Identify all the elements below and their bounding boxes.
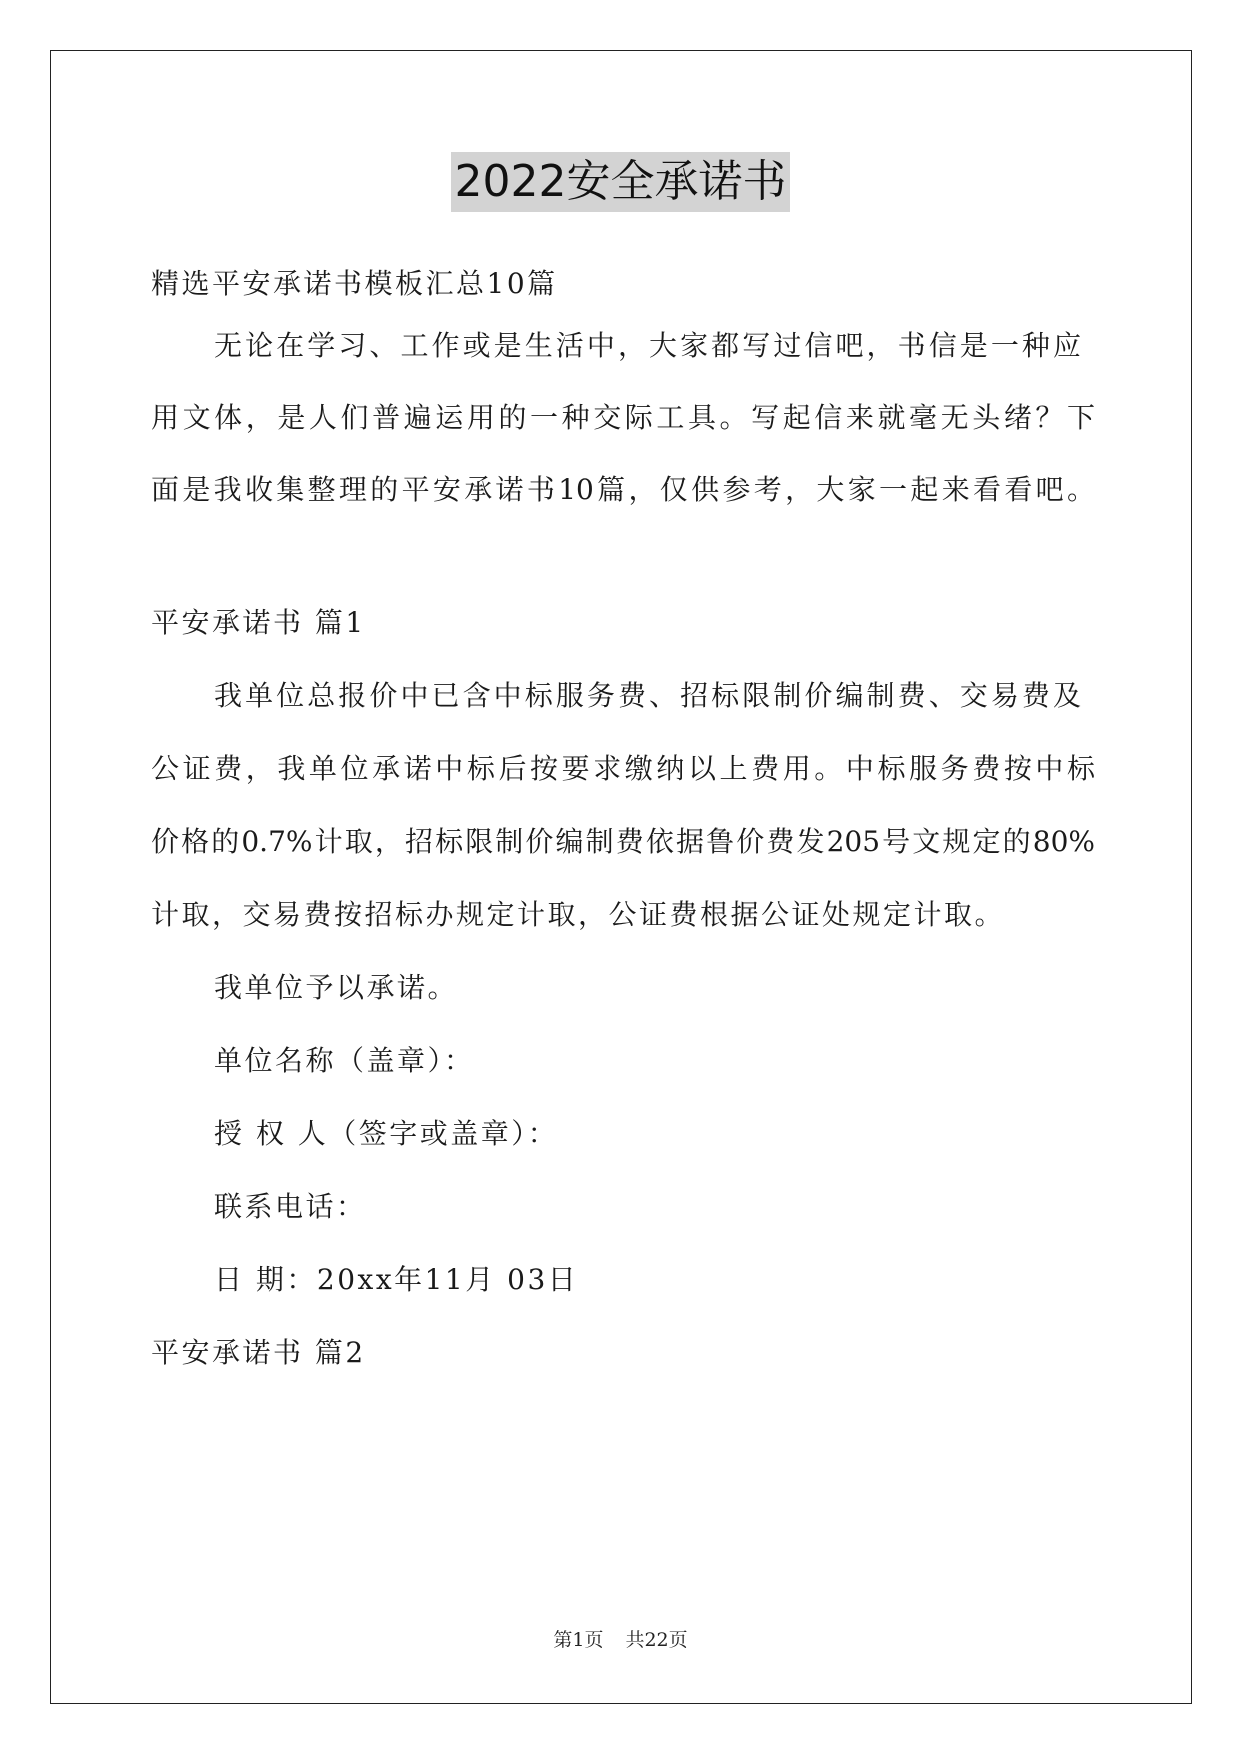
intro-line-2: 用文体，是人们普遍运用的一种交际工具。写起信来就毫无头绪？下 bbox=[151, 401, 1095, 434]
phone-label: 联系电话： bbox=[214, 1190, 367, 1223]
date-label: 日 期：20xx年11月 03日 bbox=[214, 1263, 579, 1296]
section1-para-line-2: 公证费，我单位承诺中标后按要求缴纳以上费用。中标服务费按中标 bbox=[151, 752, 1095, 785]
pledge-line: 我单位予以承诺。 bbox=[214, 971, 459, 1004]
section1-heading: 平安承诺书 篇1 bbox=[151, 606, 366, 639]
intro-line-1: 无论在学习、工作或是生活中，大家都写过信吧，书信是一种应 bbox=[214, 329, 1081, 362]
document-title: 2022安全承诺书 bbox=[451, 152, 791, 212]
section1-para-line-1: 我单位总报价中已含中标服务费、招标限制价编制费、交易费及 bbox=[214, 679, 1081, 712]
title-container bbox=[0, 152, 1241, 212]
authorized-person-label: 授 权 人（签字或盖章）： bbox=[214, 1117, 559, 1150]
subtitle: 精选平安承诺书模板汇总10篇 bbox=[151, 267, 558, 300]
page-footer bbox=[0, 1628, 1241, 1652]
unit-name-label: 单位名称（盖章）： bbox=[214, 1044, 475, 1077]
page-number: 第1页 bbox=[553, 1629, 604, 1651]
page-total: 共22页 bbox=[625, 1629, 688, 1651]
intro-line-3: 面是我收集整理的平安承诺书10篇，仅供参考，大家一起来看看吧。 bbox=[151, 473, 1095, 506]
section2-heading: 平安承诺书 篇2 bbox=[151, 1336, 366, 1369]
section1-para-line-4: 计取，交易费按招标办规定计取，公证费根据公证处规定计取。 bbox=[151, 898, 1006, 931]
section1-para-line-3: 价格的0.7%计取，招标限制价编制费依据鲁价费发205号文规定的80% bbox=[151, 825, 1095, 858]
